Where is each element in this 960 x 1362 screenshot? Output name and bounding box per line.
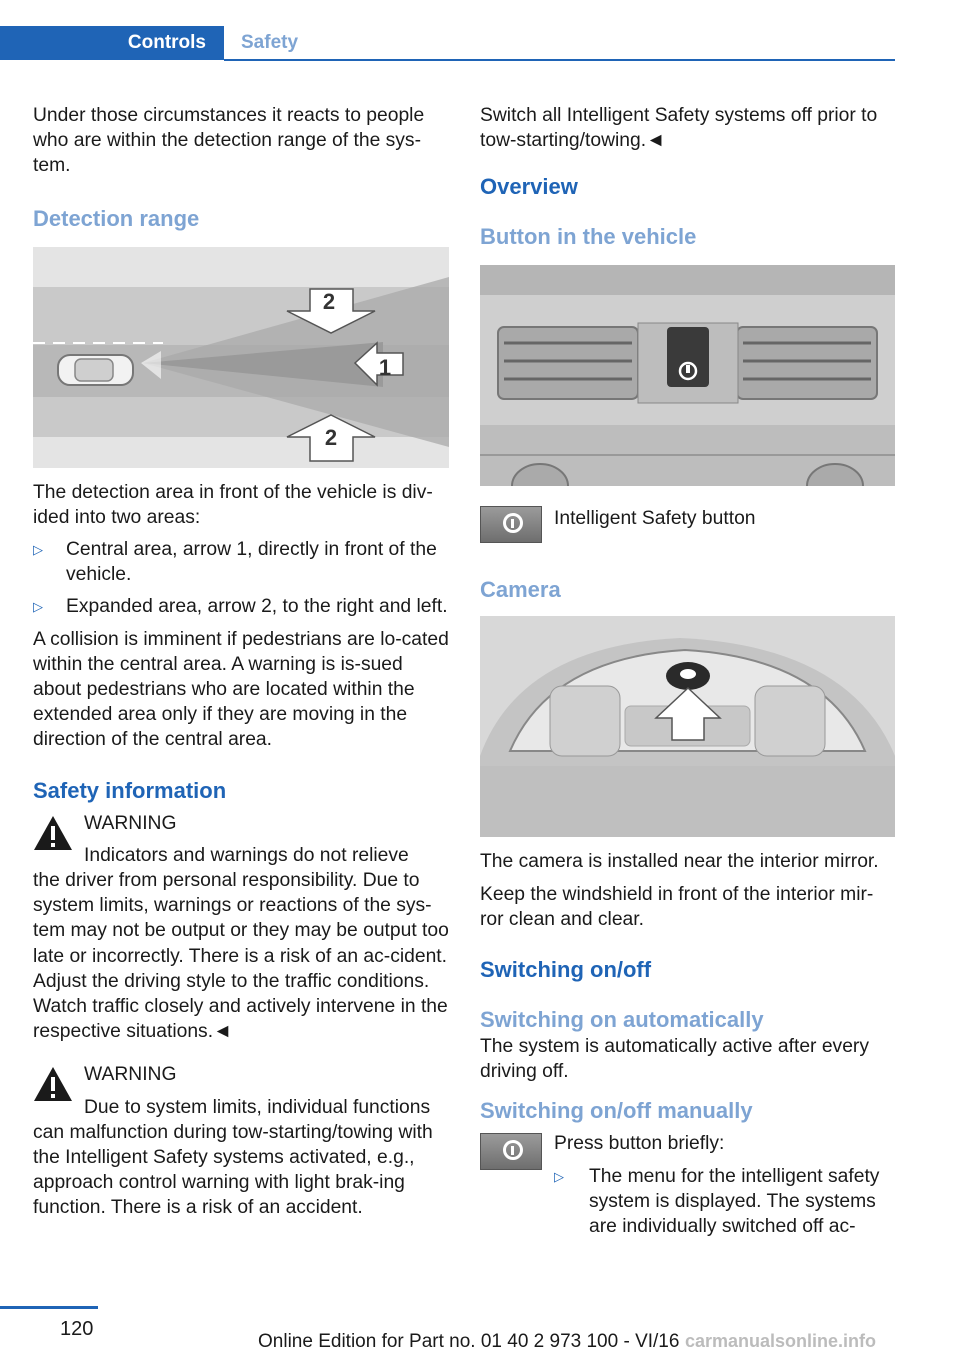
auto-paragraph: The system is automatically active after every driving off. (480, 1036, 869, 1083)
intro-paragraph: Under those circumstances it reacts to people who are within the detection range of the sys‐tem. (33, 105, 425, 177)
detection-areas-paragraph: The detection area in front of the vehicle is div‐ided into two areas: (33, 481, 433, 528)
heading-switching-on-off-manually: Switching on/off manually (480, 1098, 753, 1124)
label-arrow-1: 1 (378, 354, 392, 380)
right-column (480, 103, 896, 1239)
bullet-triangle-icon: ▷ (554, 1168, 564, 1184)
camera-paragraph-2: Keep the windshield in front of the interior mir‐ror clean and clear. (480, 883, 874, 930)
press-button-text: Press button briefly: (554, 1133, 725, 1155)
warning-text-first-line: Indicators and warnings do not relieve (84, 844, 409, 866)
list-item: ▷ The menu for the intelligent safety system is displayed. The systems are individually switched off ac‐ (554, 1165, 880, 1238)
watermark: carmanualsonline.info (685, 1331, 877, 1351)
button-caption: Intelligent Safety button (554, 508, 756, 530)
collision-paragraph: A collision is imminent if pedestrians are lo‐cated within the central area. A warning is is‐sued about pedestrians who are located within the extended area only if they are moving in the direction of the central area. (33, 628, 449, 751)
left-column (33, 103, 449, 1221)
button-caption-row (480, 506, 896, 546)
intelligent-safety-button-icon (480, 1133, 542, 1170)
heading-overview: Overview (480, 174, 578, 200)
page-number: 120 (60, 1318, 94, 1340)
warning-triangle-icon (33, 1066, 73, 1102)
bullet-triangle-icon: ▷ (33, 542, 43, 558)
press-button-block (480, 1131, 896, 1239)
warning-text-first-line: Due to system limits, individual functions (84, 1096, 431, 1118)
label-arrow-2-bottom: 2 (324, 424, 338, 450)
dashboard-illustration (480, 265, 895, 486)
tab-controls[interactable]: Controls (0, 26, 224, 60)
camera-figure (480, 616, 895, 837)
heading-camera: Camera (480, 577, 561, 603)
intelligent-safety-button-icon (480, 506, 542, 543)
vent-right (737, 327, 877, 399)
car-icon (58, 355, 133, 385)
button-figure (480, 265, 895, 486)
list-item: ▷ Expanded area, arrow 2, to the right and left. (33, 594, 449, 619)
warning-title: WARNING (84, 1064, 177, 1086)
detection-range-illustration (33, 247, 449, 468)
list-item: ▷ Central area, arrow 1, directly in front of the vehicle. (33, 539, 437, 586)
header-rule (224, 59, 895, 61)
header-tabs (0, 26, 895, 62)
tow-paragraph: Switch all Intelligent Safety systems off prior to tow-starting/towing.◄ (480, 105, 878, 152)
heading-switching-on-off: Switching on/off (480, 957, 652, 983)
heading-switching-on-automatically: Switching on automatically (480, 1007, 764, 1033)
warning-block (33, 811, 449, 1045)
heading-safety-information: Safety information (33, 777, 227, 803)
warning-text: can malfunction during tow-starting/towing with the Intelligent Safety systems activated, e.g., approach control warning with light brak‐ing function. There is a risk of an accident. (33, 1121, 433, 1219)
warning-block (33, 1062, 449, 1220)
label-arrow-2-top: 2 (322, 288, 336, 314)
footer-rule (0, 1306, 98, 1309)
edition-text: Online Edition for Part no. 01 40 2 973 100 - VI/16 (258, 1331, 680, 1352)
windshield-camera-illustration (480, 616, 895, 837)
heading-button-in-vehicle: Button in the vehicle (480, 224, 697, 250)
vent-left (498, 327, 638, 399)
warning-title: WARNING (84, 812, 177, 834)
warning-triangle-icon (33, 815, 73, 851)
bullet-triangle-icon: ▷ (33, 599, 43, 615)
tab-safety[interactable]: Safety (241, 32, 299, 53)
detection-range-figure (33, 247, 449, 468)
heading-detection-range: Detection range (33, 205, 200, 231)
warning-text: the driver from personal responsibility. Due to system limits, warnings or reactions of the sys‐tem may not be output or they may be output too late or incorrectly. There is a risk of an ac‐cident. Adjust the driving style to the traffic conditions. Watch traffic closely and actively intervene in the respective situations.◄ (33, 870, 449, 1043)
camera-paragraph-1: The camera is installed near the interior mirror. (480, 851, 879, 873)
